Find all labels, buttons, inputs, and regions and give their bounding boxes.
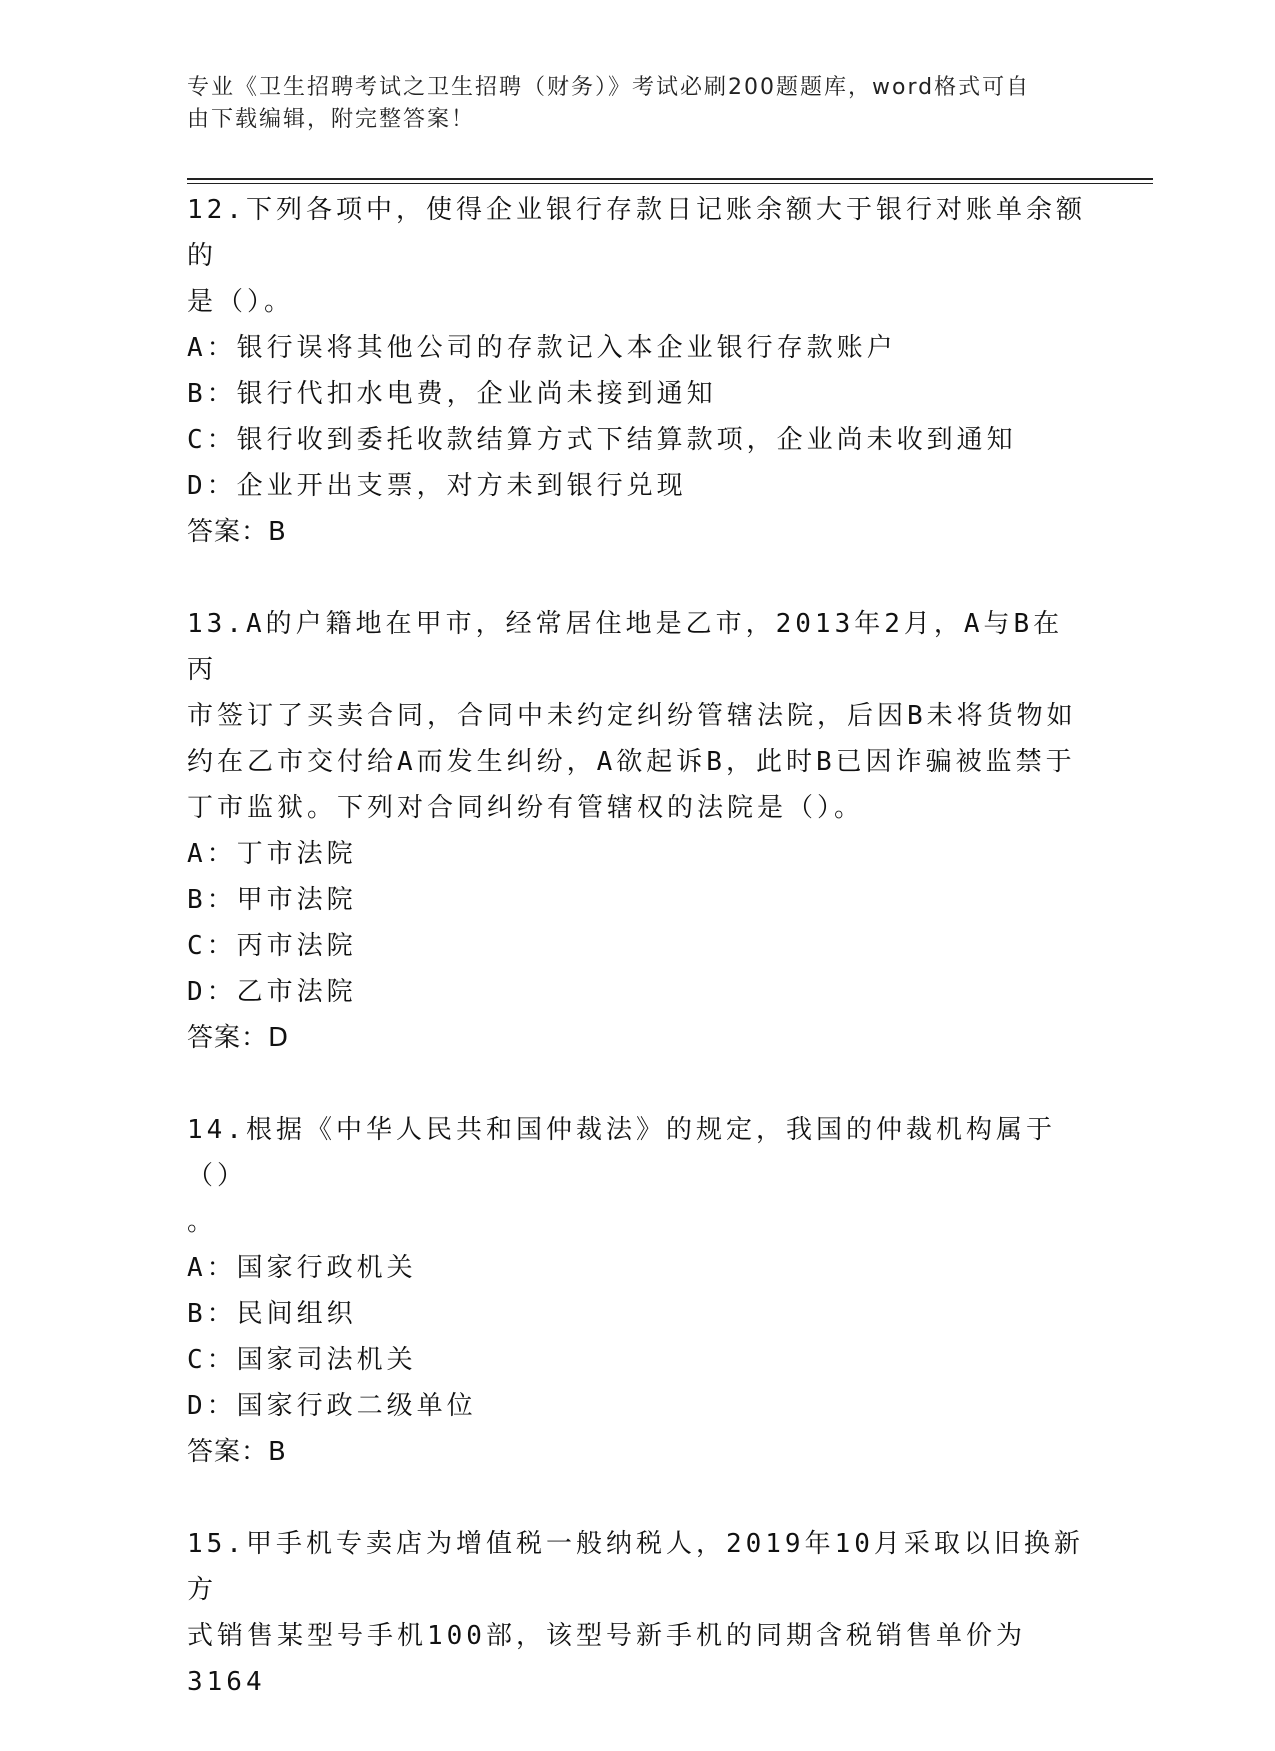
question-stem-line: 。: [187, 1207, 218, 1237]
question-stem-line: 是（）。: [187, 287, 295, 317]
question-block: [187, 187, 1087, 555]
question-stem-line: 式销售某型号手机100部，该型号新手机的同期含税销售单价为3164: [187, 1621, 1026, 1697]
question-stem-line: 市签订了买卖合同，合同中未约定纠纷管辖法院，后因B未将货物如: [187, 701, 1077, 731]
question-stem-line: 丁市监狱。下列对合同纠纷有管辖权的法院是（）。: [187, 793, 865, 823]
answer-option: D：国家行政二级单位: [187, 1391, 477, 1421]
question-stem-line: 13.A的户籍地在甲市，经常居住地是乙市，2013年2月，A与B在丙: [187, 609, 1064, 685]
answer-option: C：国家司法机关: [187, 1345, 417, 1375]
document-header: [187, 72, 1067, 136]
answer-key: 答案：B: [187, 517, 287, 547]
answer-option: A：丁市法院: [187, 839, 357, 869]
question-stem-line: 15.甲手机专卖店为增值税一般纳税人，2019年10月采取以旧换新方: [187, 1529, 1084, 1605]
answer-option: D：企业开出支票，对方未到银行兑现: [187, 471, 687, 501]
header-divider-thick: [187, 178, 1153, 180]
question-stem-line: 12.下列各项中，使得企业银行存款日记账余额大于银行对账单余额的: [187, 195, 1086, 271]
answer-key: 答案：B: [187, 1437, 287, 1467]
answer-option: C：丙市法院: [187, 931, 357, 961]
question-stem-line: 14.根据《中华人民共和国仲裁法》的规定，我国的仲裁机构属于（）: [187, 1115, 1056, 1191]
question-list: [187, 187, 1087, 1751]
question-block: [187, 601, 1087, 1061]
question-block: [187, 1107, 1087, 1475]
answer-option: C：银行收到委托收款结算方式下结算款项，企业尚未收到通知: [187, 425, 1017, 455]
question-block: [187, 1521, 1087, 1705]
answer-option: A：银行误将其他公司的存款记入本企业银行存款账户: [187, 333, 897, 363]
answer-option: B：甲市法院: [187, 885, 357, 915]
question-stem-line: 约在乙市交付给A而发生纠纷，A欲起诉B，此时B已因诈骗被监禁于: [187, 747, 1076, 777]
header-divider-thin: [187, 183, 1153, 184]
answer-option: A：国家行政机关: [187, 1253, 417, 1283]
answer-option: B：民间组织: [187, 1299, 357, 1329]
header-line-2: 由下载编辑，附完整答案！: [187, 107, 476, 132]
header-line-1: 专业《卫生招聘考试之卫生招聘（财务）》考试必刷200题题库，word格式可自: [187, 75, 1031, 100]
answer-option: D：乙市法院: [187, 977, 357, 1007]
answer-key: 答案：D: [187, 1023, 290, 1053]
answer-option: B：银行代扣水电费，企业尚未接到通知: [187, 379, 717, 409]
